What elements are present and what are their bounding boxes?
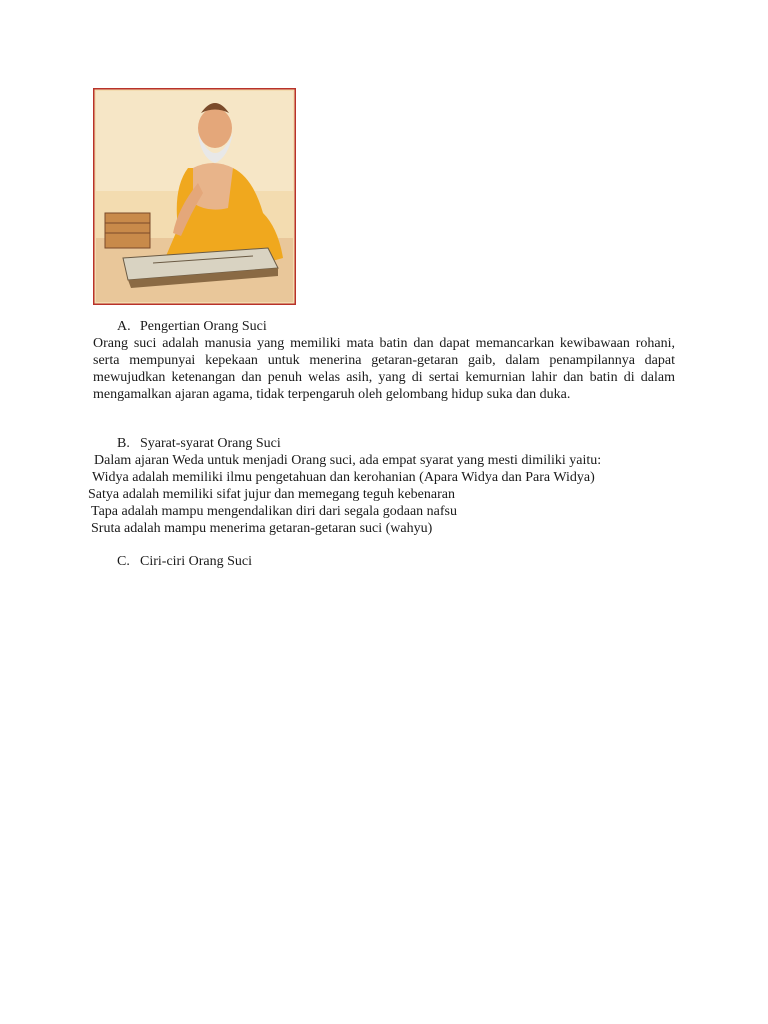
list-item: Widya adalah memiliki ilmu pengetahuan dan kerohanian (Apara Widya dan Para Widya) (92, 470, 595, 485)
section-a-paragraph: Orang suci adalah manusia yang memiliki mata batin dan dapat memancarkan kewibawaan rohani, serta mempunyai kepekaan untuk menerina getaran-getaran gaib, dalam penampilannya dapat mewujudkan ketenangan dan penuh welas asih, yang di sertai kemurnian lahir dan batin di dalam mengamalkan ajaran agama, tidak terpengaruh oleh gelombang hidup suka dan duka. (93, 336, 675, 402)
section-title: Pengertian Orang Suci (140, 319, 267, 334)
sage-illustration (93, 88, 296, 305)
section-label: C. (117, 554, 130, 569)
section-title: Syarat-syarat Orang Suci (140, 436, 281, 451)
list-item: Satya adalah memiliki sifat jujur dan memegang teguh kebenaran (88, 487, 455, 502)
list-item: Tapa adalah mampu mengendalikan diri dari segala godaan nafsu (91, 504, 457, 519)
section-label: A. (117, 319, 131, 334)
section-label: B. (117, 436, 130, 451)
section-b-intro: Dalam ajaran Weda untuk menjadi Orang suci, ada empat syarat yang mesti dimiliki yaitu: (94, 453, 602, 468)
list-item: Sruta adalah mampu menerima getaran-getaran suci (wahyu) (91, 521, 433, 536)
section-title: Ciri-ciri Orang Suci (140, 554, 252, 569)
